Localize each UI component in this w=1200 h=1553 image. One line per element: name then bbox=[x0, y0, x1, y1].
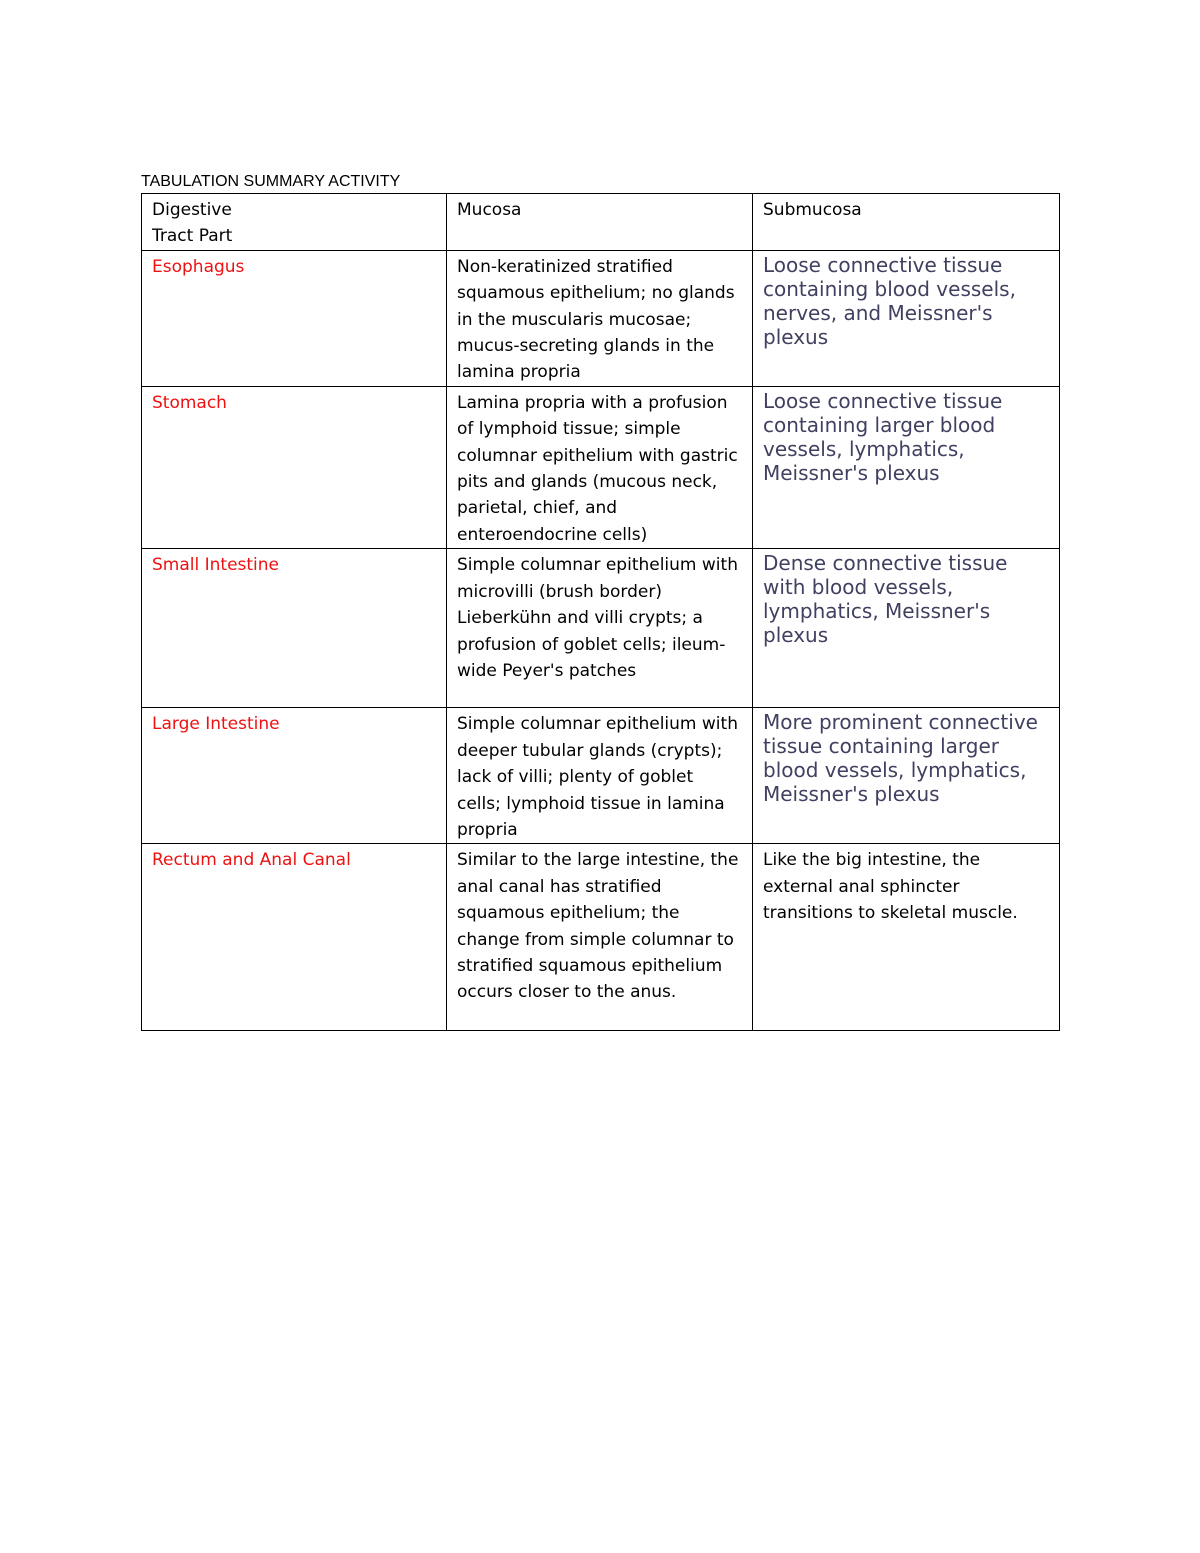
submucosa-cell: Like the big intestine, the external anal sphincter transitions to skeletal muscle. bbox=[753, 844, 1060, 1031]
table-row bbox=[142, 549, 1060, 708]
mucosa-cell: Non-keratinized stratified squamous epithelium; no glands in the muscularis mucosae; mucus-secreting glands in the lamina propria bbox=[447, 250, 753, 386]
part-name-cell: Small Intestine bbox=[142, 549, 447, 708]
part-name-cell: Rectum and Anal Canal bbox=[142, 844, 447, 1031]
submucosa-cell: Loose connective tissue containing larger blood vessels, lymphatics, Meissner's plexus bbox=[753, 386, 1060, 548]
submucosa-cell: More prominent connective tissue containing larger blood vessels, lymphatics, Meissner's plexus bbox=[753, 708, 1060, 844]
header-part-line-1: Digestive bbox=[152, 200, 232, 220]
mucosa-cell: Similar to the large intestine, the anal canal has stratified squamous epithelium; the change from simple columnar to stratified squamous epithelium occurs closer to the anus. bbox=[447, 844, 753, 1031]
table-row bbox=[142, 386, 1060, 548]
tabulation-summary-table bbox=[141, 193, 1060, 1031]
submucosa-cell: Loose connective tissue containing blood vessels, nerves, and Meissner's plexus bbox=[753, 250, 1060, 386]
table-header-row bbox=[142, 194, 1060, 251]
mucosa-cell: Simple columnar epithelium with deeper tubular glands (crypts); lack of villi; plenty of goblet cells; lymphoid tissue in lamina propria bbox=[447, 708, 753, 844]
document-title: TABULATION SUMMARY ACTIVITY bbox=[141, 173, 401, 190]
table-row bbox=[142, 708, 1060, 844]
mucosa-cell: Lamina propria with a profusion of lymphoid tissue; simple columnar epithelium with gastric pits and glands (mucous neck, parietal, chief, and enteroendocrine cells) bbox=[447, 386, 753, 548]
header-submucosa: Submucosa bbox=[753, 194, 1060, 251]
submucosa-cell: Dense connective tissue with blood vessels, lymphatics, Meissner's plexus bbox=[753, 549, 1060, 708]
part-name-cell: Esophagus bbox=[142, 250, 447, 386]
header-part-line-2: Tract Part bbox=[152, 226, 233, 247]
part-name-cell: Stomach bbox=[142, 386, 447, 548]
mucosa-cell: Simple columnar epithelium with microvilli (brush border) Lieberkühn and villi crypts; a profusion of goblet cells; ileum-wide Peyer's patches bbox=[447, 549, 753, 708]
header-digestive-tract-part bbox=[142, 194, 447, 251]
table-row bbox=[142, 250, 1060, 386]
table-row bbox=[142, 844, 1060, 1031]
header-mucosa: Mucosa bbox=[447, 194, 753, 251]
part-name-cell: Large Intestine bbox=[142, 708, 447, 844]
